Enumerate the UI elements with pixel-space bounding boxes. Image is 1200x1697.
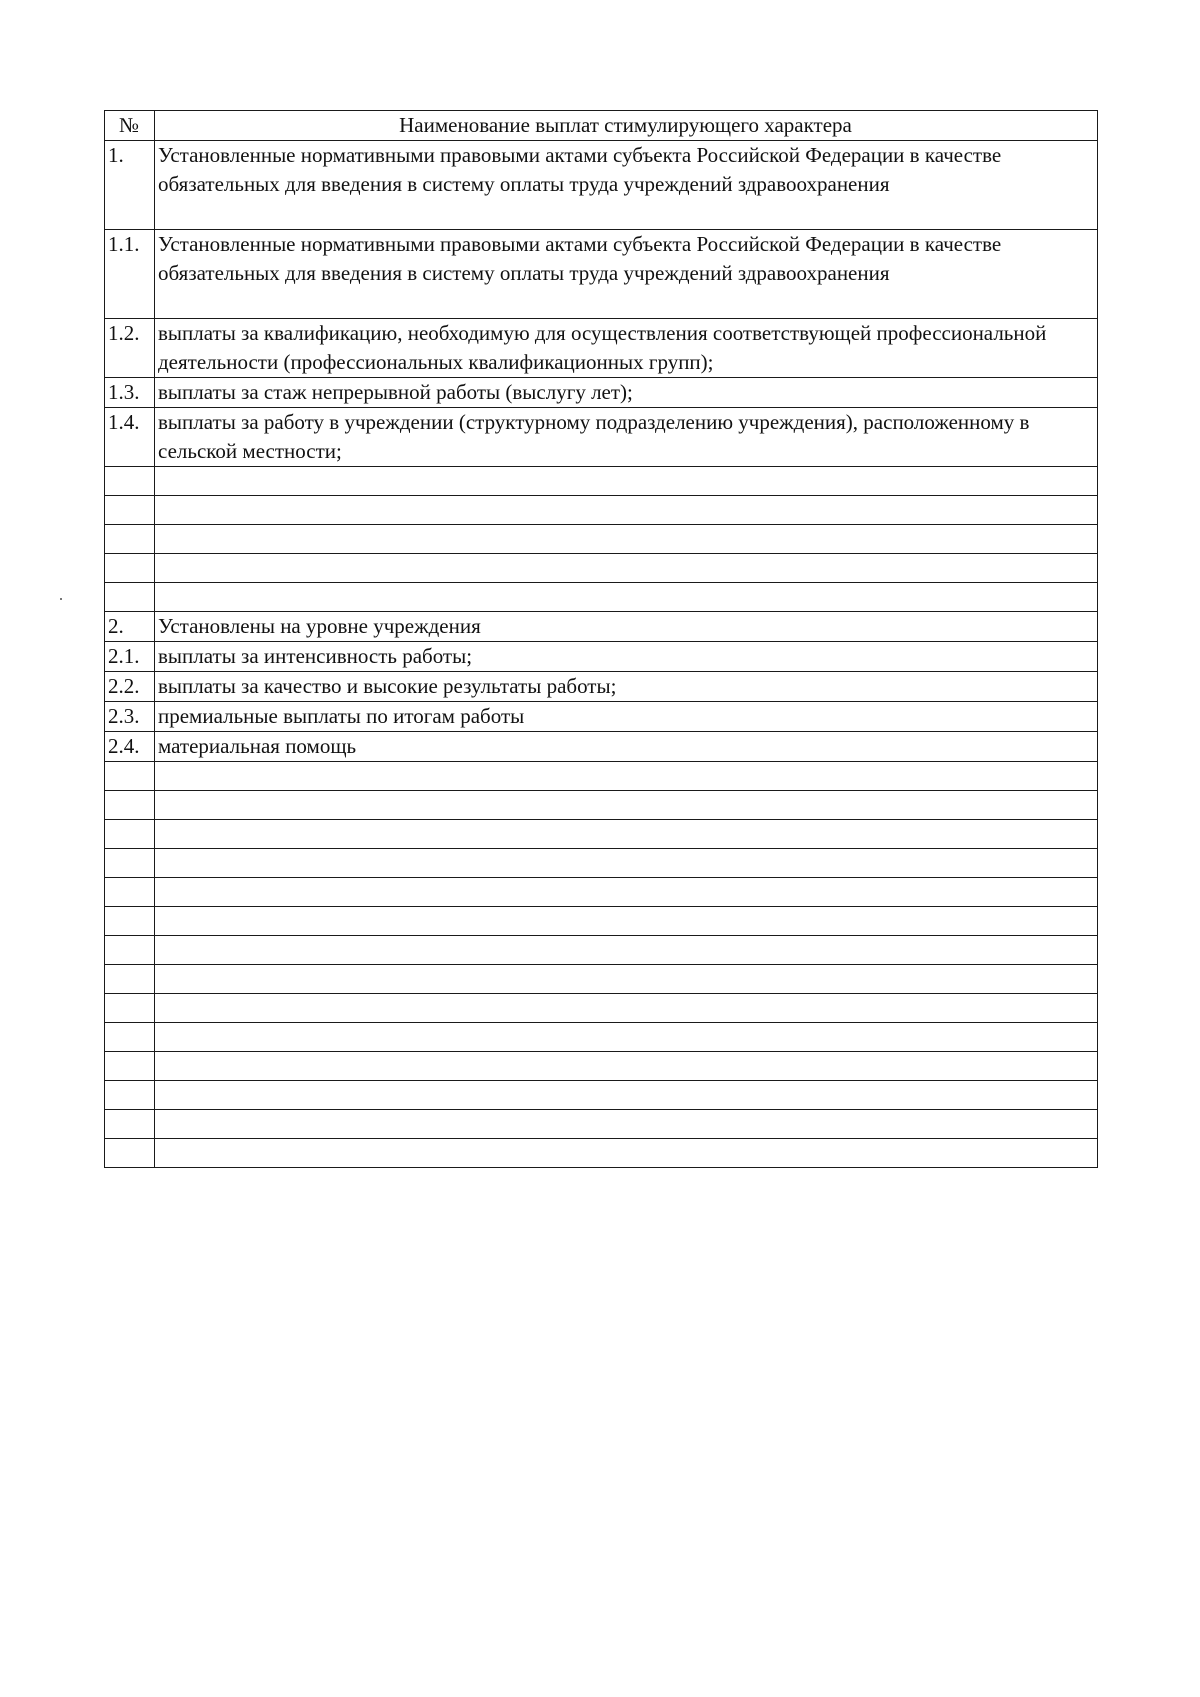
- table-row: [105, 378, 1098, 408]
- row-name: Установленные нормативными правовыми актами субъекта Российской Федерации в качестве обязательных для введения в систему оплаты труда учреждений здравоохранения: [155, 141, 1098, 230]
- table-row-empty: [105, 525, 1098, 554]
- row-name: [155, 1052, 1098, 1081]
- row-number: [105, 820, 155, 849]
- table-row-empty: [105, 849, 1098, 878]
- row-name: [155, 496, 1098, 525]
- row-number: [105, 583, 155, 612]
- row-name: [155, 762, 1098, 791]
- row-number: 1.1.: [105, 230, 155, 319]
- row-number: [105, 762, 155, 791]
- row-name: премиальные выплаты по итогам работы: [155, 702, 1098, 732]
- table-row: [105, 732, 1098, 762]
- row-number: [105, 554, 155, 583]
- row-name: Установленные нормативными правовыми актами субъекта Российской Федерации в качестве обязательных для введения в систему оплаты труда учреждений здравоохранения: [155, 230, 1098, 319]
- row-number: 1.4.: [105, 408, 155, 467]
- column-header-name: Наименование выплат стимулирующего характера: [155, 111, 1098, 141]
- table-row: [105, 230, 1098, 319]
- row-name: [155, 878, 1098, 907]
- row-name: [155, 965, 1098, 994]
- row-number: 2.1.: [105, 642, 155, 672]
- row-name: выплаты за интенсивность работы;: [155, 642, 1098, 672]
- table-header: [105, 111, 1098, 141]
- row-number: [105, 1023, 155, 1052]
- table-row: [105, 408, 1098, 467]
- table-header-row: [105, 111, 1098, 141]
- row-name: [155, 554, 1098, 583]
- row-number: [105, 907, 155, 936]
- row-number: [105, 965, 155, 994]
- row-name: выплаты за работу в учреждении (структурному подразделению учреждения), расположенному в сельской местности;: [155, 408, 1098, 467]
- table-row-empty: [105, 467, 1098, 496]
- table-row: [105, 319, 1098, 378]
- row-name: выплаты за стаж непрерывной работы (выслугу лет);: [155, 378, 1098, 408]
- table-row-empty: [105, 1052, 1098, 1081]
- row-number: 2.3.: [105, 702, 155, 732]
- row-number: [105, 878, 155, 907]
- row-number: 2.: [105, 612, 155, 642]
- row-name: выплаты за квалификацию, необходимую для осуществления соответствующей профессиональной деятельности (профессиональных квалификационных групп);: [155, 319, 1098, 378]
- row-name: [155, 936, 1098, 965]
- table-row: [105, 672, 1098, 702]
- row-number: 1.3.: [105, 378, 155, 408]
- row-number: [105, 994, 155, 1023]
- row-number: [105, 936, 155, 965]
- table-row-empty: [105, 554, 1098, 583]
- table-row: [105, 642, 1098, 672]
- row-number: [105, 467, 155, 496]
- table-row-empty: [105, 1081, 1098, 1110]
- incentive-payments-table: [104, 110, 1098, 1168]
- row-name: материальная помощь: [155, 732, 1098, 762]
- row-number: [105, 849, 155, 878]
- row-name: [155, 1023, 1098, 1052]
- column-header-number: №: [105, 111, 155, 141]
- table-row-empty: [105, 820, 1098, 849]
- table-row-empty: [105, 1023, 1098, 1052]
- table-row-empty: [105, 965, 1098, 994]
- table-row-empty: [105, 791, 1098, 820]
- row-name: [155, 467, 1098, 496]
- table-row-empty: [105, 907, 1098, 936]
- row-name: [155, 907, 1098, 936]
- table-row: [105, 141, 1098, 230]
- row-name: Установлены на уровне учреждения: [155, 612, 1098, 642]
- row-number: [105, 1110, 155, 1139]
- table-row-empty: [105, 994, 1098, 1023]
- table-row-empty: [105, 583, 1098, 612]
- table-row: [105, 702, 1098, 732]
- row-name: выплаты за качество и высокие результаты работы;: [155, 672, 1098, 702]
- row-name: [155, 1110, 1098, 1139]
- row-name: [155, 525, 1098, 554]
- row-number: 2.2.: [105, 672, 155, 702]
- table-body: [105, 141, 1098, 1168]
- row-number: [105, 1081, 155, 1110]
- table-row: [105, 612, 1098, 642]
- row-number: [105, 1052, 155, 1081]
- row-name: [155, 994, 1098, 1023]
- row-number: 1.2.: [105, 319, 155, 378]
- row-name: [155, 583, 1098, 612]
- row-name: [155, 820, 1098, 849]
- table-row-empty: [105, 936, 1098, 965]
- row-name: [155, 849, 1098, 878]
- table-row-empty: [105, 1139, 1098, 1168]
- row-name: [155, 791, 1098, 820]
- row-number: 1.: [105, 141, 155, 230]
- row-number: [105, 525, 155, 554]
- table-row-empty: [105, 1110, 1098, 1139]
- row-number: [105, 1139, 155, 1168]
- row-number: [105, 496, 155, 525]
- row-number: [105, 791, 155, 820]
- table-row-empty: [105, 496, 1098, 525]
- row-name: [155, 1139, 1098, 1168]
- scan-speck: [60, 598, 62, 600]
- row-number: 2.4.: [105, 732, 155, 762]
- row-name: [155, 1081, 1098, 1110]
- table-row-empty: [105, 762, 1098, 791]
- table-row-empty: [105, 878, 1098, 907]
